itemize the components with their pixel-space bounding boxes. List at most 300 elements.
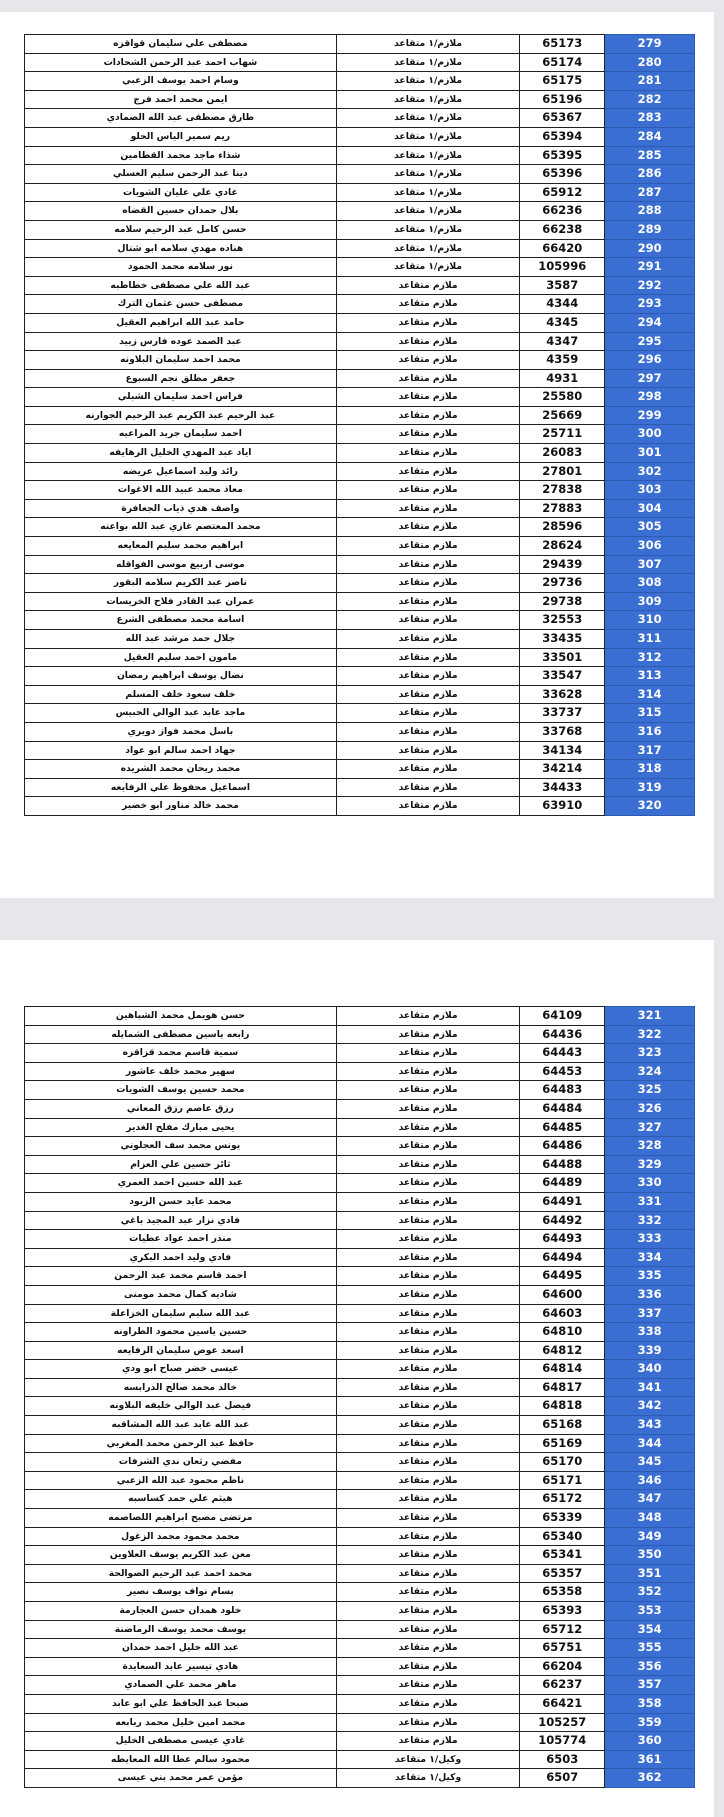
sequence-number-cell: 286 (605, 165, 695, 184)
rank-cell: ملازم متقاعد (336, 1416, 520, 1435)
sequence-number-cell: 292 (605, 276, 695, 295)
military-number-cell: 65196 (520, 90, 605, 109)
military-number-cell: 4345 (520, 313, 605, 332)
table-row (25, 1007, 695, 1026)
table-row (25, 1676, 695, 1695)
rank-cell: ملازم متقاعد (336, 1490, 520, 1509)
person-name-cell: محمد حسين يوسف الشويات (25, 1081, 337, 1100)
sequence-number-cell: 330 (605, 1174, 695, 1193)
table-row (25, 630, 695, 649)
military-number-cell: 64818 (520, 1397, 605, 1416)
rank-cell: ملازم متقاعد (336, 574, 520, 593)
rank-cell: ملازم متقاعد (336, 406, 520, 425)
table-row (25, 1732, 695, 1751)
sequence-number-cell: 329 (605, 1155, 695, 1174)
military-number-cell: 105774 (520, 1732, 605, 1751)
military-number-cell: 25580 (520, 388, 605, 407)
military-number-cell: 66421 (520, 1694, 605, 1713)
table-row (25, 592, 695, 611)
sequence-number-cell: 305 (605, 518, 695, 537)
rank-cell: ملازم متقاعد (336, 1304, 520, 1323)
rank-cell: ملازم متقاعد (336, 462, 520, 481)
sequence-number-cell: 301 (605, 444, 695, 463)
sequence-number-cell: 331 (605, 1192, 695, 1211)
rank-cell: ملازم متقاعد (336, 1341, 520, 1360)
person-name-cell: خلود همدان حسن العجارمة (25, 1602, 337, 1621)
sequence-number-cell: 302 (605, 462, 695, 481)
rank-cell: ملازم متقاعد (336, 1564, 520, 1583)
sequence-number-cell: 360 (605, 1732, 695, 1751)
military-number-cell: 65175 (520, 72, 605, 91)
person-name-cell: شهاب احمد عبد الرحمن الشحادات (25, 53, 337, 72)
rank-cell: ملازم متقاعد (336, 388, 520, 407)
person-name-cell: محمد محمود محمد الزغول (25, 1527, 337, 1546)
table-row (25, 1155, 695, 1174)
person-name-cell: خلف سعود خلف المسلم (25, 685, 337, 704)
person-name-cell: مصطفى علي سليمان قواقزه (25, 35, 337, 54)
military-number-cell: 29439 (520, 555, 605, 574)
military-number-cell: 29736 (520, 574, 605, 593)
roster-table-1 (24, 34, 695, 816)
military-number-cell: 4931 (520, 369, 605, 388)
sequence-number-cell: 349 (605, 1527, 695, 1546)
military-number-cell: 65170 (520, 1453, 605, 1472)
military-number-cell: 65174 (520, 53, 605, 72)
rank-cell: ملازم متقاعد (336, 1713, 520, 1732)
person-name-cell: فادي وليد احمد البكري (25, 1248, 337, 1267)
sequence-number-cell: 347 (605, 1490, 695, 1509)
rank-cell: ملازم متقاعد (336, 276, 520, 295)
table-row (25, 518, 695, 537)
sequence-number-cell: 295 (605, 332, 695, 351)
table-row (25, 1471, 695, 1490)
table-row (25, 1323, 695, 1342)
sequence-number-cell: 303 (605, 481, 695, 500)
military-number-cell: 66420 (520, 239, 605, 258)
rank-cell: ملازم متقاعد (336, 1676, 520, 1695)
table-row (25, 741, 695, 760)
person-name-cell: حسين ياسين محمود الطراونه (25, 1323, 337, 1342)
military-number-cell: 33501 (520, 648, 605, 667)
military-number-cell: 34433 (520, 778, 605, 797)
person-name-cell: محمد ريحان محمد الشريده (25, 760, 337, 779)
sequence-number-cell: 354 (605, 1620, 695, 1639)
rank-cell: ملازم متقاعد (336, 1397, 520, 1416)
rank-cell: ملازم متقاعد (336, 797, 520, 816)
table-row (25, 1620, 695, 1639)
sequence-number-cell: 326 (605, 1099, 695, 1118)
table-row (25, 760, 695, 779)
person-name-cell: محمد المعتصم غازي عبد الله بواعنه (25, 518, 337, 537)
person-name-cell: مؤمن عمر محمد بني عيسى (25, 1769, 337, 1788)
sequence-number-cell: 287 (605, 183, 695, 202)
rank-cell: ملازم متقاعد (336, 1155, 520, 1174)
sequence-number-cell: 313 (605, 667, 695, 686)
table-row (25, 1453, 695, 1472)
rank-cell: ملازم متقاعد (336, 1267, 520, 1286)
table-row (25, 220, 695, 239)
sequence-number-cell: 321 (605, 1007, 695, 1026)
person-name-cell: محمد احمد سليمان البلاونه (25, 351, 337, 370)
military-number-cell: 33737 (520, 704, 605, 723)
roster-body-2 (25, 1007, 695, 1788)
table-row (25, 1657, 695, 1676)
rank-cell: ملازم/١ متقاعد (336, 220, 520, 239)
person-name-cell: حافظ عبد الرحمن محمد المغربي (25, 1434, 337, 1453)
person-name-cell: ثائر حسين علي العزام (25, 1155, 337, 1174)
sequence-number-cell: 338 (605, 1323, 695, 1342)
person-name-cell: فادي نزار عبد المجيد باغي (25, 1211, 337, 1230)
military-number-cell: 27838 (520, 481, 605, 500)
military-number-cell: 66237 (520, 1676, 605, 1695)
sequence-number-cell: 346 (605, 1471, 695, 1490)
military-number-cell: 64810 (520, 1323, 605, 1342)
rank-cell: ملازم متقاعد (336, 1527, 520, 1546)
rank-cell: ملازم متقاعد (336, 1583, 520, 1602)
table-row (25, 1099, 695, 1118)
table-row (25, 146, 695, 165)
military-number-cell: 64489 (520, 1174, 605, 1193)
rank-cell: ملازم متقاعد (336, 444, 520, 463)
sequence-number-cell: 339 (605, 1341, 695, 1360)
sequence-number-cell: 304 (605, 499, 695, 518)
table-row (25, 1025, 695, 1044)
sequence-number-cell: 299 (605, 406, 695, 425)
military-number-cell: 34214 (520, 760, 605, 779)
rank-cell: ملازم متقاعد (336, 592, 520, 611)
person-name-cell: صبحا عبد الحافظ علي ابو عابد (25, 1694, 337, 1713)
person-name-cell: احمد سليمان جريد المراعيه (25, 425, 337, 444)
rank-cell: ملازم متقاعد (336, 1174, 520, 1193)
table-row (25, 1416, 695, 1435)
roster-body-1 (25, 35, 695, 816)
table-row (25, 611, 695, 630)
person-name-cell: عمران عبد القادر فلاح الخريسات (25, 592, 337, 611)
military-number-cell: 33768 (520, 722, 605, 741)
military-number-cell: 4344 (520, 295, 605, 314)
table-row (25, 1750, 695, 1769)
military-number-cell: 25669 (520, 406, 605, 425)
sequence-number-cell: 293 (605, 295, 695, 314)
military-number-cell: 66236 (520, 202, 605, 221)
military-number-cell: 65912 (520, 183, 605, 202)
military-number-cell: 33628 (520, 685, 605, 704)
sequence-number-cell: 310 (605, 611, 695, 630)
person-name-cell: محمد عايد حسن الزيود (25, 1192, 337, 1211)
table-row (25, 35, 695, 54)
military-number-cell: 64485 (520, 1118, 605, 1137)
person-name-cell: اسامة محمد مصطفى الشرع (25, 611, 337, 630)
rank-cell: ملازم متقاعد (336, 1137, 520, 1156)
person-name-cell: فراس احمد سليمان الشبلي (25, 388, 337, 407)
table-row (25, 425, 695, 444)
table-row (25, 1527, 695, 1546)
person-name-cell: جلال حمد مرشد عبد الله (25, 630, 337, 649)
sequence-number-cell: 307 (605, 555, 695, 574)
rank-cell: ملازم متقاعد (336, 537, 520, 556)
rank-cell: ملازم متقاعد (336, 1007, 520, 1026)
rank-cell: ملازم متقاعد (336, 1657, 520, 1676)
military-number-cell: 65357 (520, 1564, 605, 1583)
rank-cell: ملازم متقاعد (336, 667, 520, 686)
person-name-cell: عبد الرحيم عبد الكريم عبد الرحيم الجوارنه (25, 406, 337, 425)
military-number-cell: 65340 (520, 1527, 605, 1546)
military-number-cell: 64483 (520, 1081, 605, 1100)
table-row (25, 1192, 695, 1211)
rank-cell: ملازم متقاعد (336, 741, 520, 760)
military-number-cell: 65171 (520, 1471, 605, 1490)
sequence-number-cell: 322 (605, 1025, 695, 1044)
table-row (25, 1360, 695, 1379)
sequence-number-cell: 316 (605, 722, 695, 741)
sequence-number-cell: 298 (605, 388, 695, 407)
table-row (25, 1397, 695, 1416)
rank-cell: ملازم متقاعد (336, 369, 520, 388)
person-name-cell: غادي عيسى مصطفى الخليل (25, 1732, 337, 1751)
sequence-number-cell: 362 (605, 1769, 695, 1788)
sequence-number-cell: 291 (605, 258, 695, 277)
rank-cell: ملازم متقاعد (336, 1211, 520, 1230)
sequence-number-cell: 282 (605, 90, 695, 109)
rank-cell: ملازم متقاعد (336, 1081, 520, 1100)
rank-cell: ملازم متقاعد (336, 760, 520, 779)
table-row (25, 1230, 695, 1249)
person-name-cell: خالد محمد صالح الدرابسه (25, 1378, 337, 1397)
table-row (25, 351, 695, 370)
sequence-number-cell: 288 (605, 202, 695, 221)
rank-cell: ملازم متقاعد (336, 332, 520, 351)
person-name-cell: محمد امين خليل محمد ربابعه (25, 1713, 337, 1732)
military-number-cell: 65341 (520, 1546, 605, 1565)
military-number-cell: 64814 (520, 1360, 605, 1379)
table-row (25, 127, 695, 146)
person-name-cell: شذاء ماجد محمد القطامين (25, 146, 337, 165)
person-name-cell: ماهر محمد علي الصمادي (25, 1676, 337, 1695)
table-row (25, 388, 695, 407)
table-row (25, 1490, 695, 1509)
rank-cell: ملازم متقاعد (336, 351, 520, 370)
rank-cell: ملازم متقاعد (336, 611, 520, 630)
military-number-cell: 64443 (520, 1044, 605, 1063)
rank-cell: ملازم متقاعد (336, 722, 520, 741)
person-name-cell: حامد عبد الله ابراهيم العقيل (25, 313, 337, 332)
sequence-number-cell: 353 (605, 1602, 695, 1621)
military-number-cell: 65396 (520, 165, 605, 184)
table-row (25, 1713, 695, 1732)
table-row (25, 406, 695, 425)
person-name-cell: رائد وليد اسماعيل عريضه (25, 462, 337, 481)
rank-cell: ملازم متقاعد (336, 1099, 520, 1118)
sequence-number-cell: 280 (605, 53, 695, 72)
table-row (25, 685, 695, 704)
military-number-cell: 65712 (520, 1620, 605, 1639)
sequence-number-cell: 300 (605, 425, 695, 444)
rank-cell: ملازم متقاعد (336, 1025, 520, 1044)
person-name-cell: وسام احمد يوسف الزعبي (25, 72, 337, 91)
rank-cell: ملازم متقاعد (336, 1471, 520, 1490)
sequence-number-cell: 348 (605, 1509, 695, 1528)
military-number-cell: 27883 (520, 499, 605, 518)
person-name-cell: عبد الله حسين احمد العمري (25, 1174, 337, 1193)
rank-cell: ملازم متقاعد (336, 499, 520, 518)
sequence-number-cell: 344 (605, 1434, 695, 1453)
rank-cell: ملازم متقاعد (336, 1118, 520, 1137)
table-row (25, 797, 695, 816)
table-row (25, 332, 695, 351)
person-name-cell: طارق مصطفى عبد الله الصمادي (25, 109, 337, 128)
military-number-cell: 105257 (520, 1713, 605, 1732)
sequence-number-cell: 356 (605, 1657, 695, 1676)
rank-cell: ملازم متقاعد (336, 518, 520, 537)
person-name-cell: ناصر عبد الكريم سلامه البقور (25, 574, 337, 593)
rank-cell: وكيل/١ متقاعد (336, 1769, 520, 1788)
rank-cell: ملازم متقاعد (336, 425, 520, 444)
table-row (25, 165, 695, 184)
military-number-cell: 33435 (520, 630, 605, 649)
person-name-cell: مامون احمد سليم العقيل (25, 648, 337, 667)
person-name-cell: عبد الله عابد عبد الله المشاقبه (25, 1416, 337, 1435)
sequence-number-cell: 315 (605, 704, 695, 723)
sequence-number-cell: 343 (605, 1416, 695, 1435)
rank-cell: ملازم متقاعد (336, 648, 520, 667)
table-row (25, 72, 695, 91)
sequence-number-cell: 325 (605, 1081, 695, 1100)
table-row (25, 276, 695, 295)
military-number-cell: 64495 (520, 1267, 605, 1286)
sequence-number-cell: 341 (605, 1378, 695, 1397)
military-number-cell: 64484 (520, 1099, 605, 1118)
person-name-cell: اسماعيل محفوظ علي الرفايعه (25, 778, 337, 797)
military-number-cell: 65173 (520, 35, 605, 54)
rank-cell: ملازم متقاعد (336, 1062, 520, 1081)
rank-cell: ملازم متقاعد (336, 1639, 520, 1658)
sequence-number-cell: 328 (605, 1137, 695, 1156)
table-row (25, 704, 695, 723)
sequence-number-cell: 352 (605, 1583, 695, 1602)
person-name-cell: يحيى مبارك مفلح الغدير (25, 1118, 337, 1137)
military-number-cell: 65394 (520, 127, 605, 146)
person-name-cell: مصطفى حسن عثمان الترك (25, 295, 337, 314)
person-name-cell: مرتضى مصبح ابراهيم اللصاصمه (25, 1509, 337, 1528)
sequence-number-cell: 361 (605, 1750, 695, 1769)
military-number-cell: 6507 (520, 1769, 605, 1788)
military-number-cell: 64603 (520, 1304, 605, 1323)
table-row (25, 1602, 695, 1621)
sequence-number-cell: 281 (605, 72, 695, 91)
military-number-cell: 64486 (520, 1137, 605, 1156)
sequence-number-cell: 318 (605, 760, 695, 779)
military-number-cell: 64492 (520, 1211, 605, 1230)
sequence-number-cell: 308 (605, 574, 695, 593)
sequence-number-cell: 359 (605, 1713, 695, 1732)
person-name-cell: واصف هدي ذياب الجعافرة (25, 499, 337, 518)
sequence-number-cell: 312 (605, 648, 695, 667)
rank-cell: ملازم متقاعد (336, 1360, 520, 1379)
table-row (25, 555, 695, 574)
person-name-cell: عيسى خضر صباح ابو ودي (25, 1360, 337, 1379)
sequence-number-cell: 333 (605, 1230, 695, 1249)
rank-cell: ملازم متقاعد (336, 630, 520, 649)
sequence-number-cell: 324 (605, 1062, 695, 1081)
military-number-cell: 65393 (520, 1602, 605, 1621)
military-number-cell: 28624 (520, 537, 605, 556)
table-row (25, 1434, 695, 1453)
rank-cell: ملازم/١ متقاعد (336, 239, 520, 258)
person-name-cell: غادي علي عليان الشويات (25, 183, 337, 202)
person-name-cell: ماجد عابد عبد الوالي الحبيس (25, 704, 337, 723)
sequence-number-cell: 334 (605, 1248, 695, 1267)
table-row (25, 1081, 695, 1100)
military-number-cell: 65168 (520, 1416, 605, 1435)
rank-cell: ملازم متقاعد (336, 1044, 520, 1063)
sequence-number-cell: 296 (605, 351, 695, 370)
table-row (25, 778, 695, 797)
person-name-cell: عبد الله سليم سليمان الخزاعلة (25, 1304, 337, 1323)
rank-cell: ملازم متقاعد (336, 1248, 520, 1267)
person-name-cell: معن عبد الكريم يوسف العلاوين (25, 1546, 337, 1565)
sequence-number-cell: 336 (605, 1285, 695, 1304)
sequence-number-cell: 345 (605, 1453, 695, 1472)
person-name-cell: رابعه ياسين مصطفى الشمايله (25, 1025, 337, 1044)
person-name-cell: منذر احمد عواد عطيات (25, 1230, 337, 1249)
sequence-number-cell: 306 (605, 537, 695, 556)
table-row (25, 258, 695, 277)
rank-cell: ملازم/١ متقاعد (336, 90, 520, 109)
rank-cell: ملازم متقاعد (336, 295, 520, 314)
sequence-number-cell: 332 (605, 1211, 695, 1230)
person-name-cell: موسى اربيع موسى الفواقله (25, 555, 337, 574)
rank-cell: ملازم متقاعد (336, 1230, 520, 1249)
table-row (25, 1564, 695, 1583)
rank-cell: ملازم متقاعد (336, 1602, 520, 1621)
rank-cell: ملازم متقاعد (336, 1323, 520, 1342)
military-number-cell: 64493 (520, 1230, 605, 1249)
military-number-cell: 65358 (520, 1583, 605, 1602)
table-row (25, 183, 695, 202)
table-row (25, 1062, 695, 1081)
military-number-cell: 34134 (520, 741, 605, 760)
table-row (25, 1267, 695, 1286)
table-row (25, 369, 695, 388)
person-name-cell: يوسف محمد يوسف الرماضنة (25, 1620, 337, 1639)
table-row (25, 1769, 695, 1788)
military-number-cell: 28596 (520, 518, 605, 537)
military-number-cell: 33547 (520, 667, 605, 686)
rank-cell: وكيل/١ متقاعد (336, 1750, 520, 1769)
table-row (25, 1694, 695, 1713)
military-number-cell: 65395 (520, 146, 605, 165)
person-name-cell: باسل محمد فواز دويري (25, 722, 337, 741)
military-number-cell: 65169 (520, 1434, 605, 1453)
military-number-cell: 66204 (520, 1657, 605, 1676)
military-number-cell: 64491 (520, 1192, 605, 1211)
military-number-cell: 64812 (520, 1341, 605, 1360)
sequence-number-cell: 311 (605, 630, 695, 649)
sequence-number-cell: 314 (605, 685, 695, 704)
rank-cell: ملازم متقاعد (336, 778, 520, 797)
sequence-number-cell: 351 (605, 1564, 695, 1583)
person-name-cell: هيثم علي حمد كساسبه (25, 1490, 337, 1509)
rank-cell: ملازم متقاعد (336, 1192, 520, 1211)
military-number-cell: 25711 (520, 425, 605, 444)
document-page-2 (0, 940, 714, 1817)
person-name-cell: اسعد عوض سليمان الرفايعه (25, 1341, 337, 1360)
rank-cell: ملازم/١ متقاعد (336, 127, 520, 146)
military-number-cell: 64494 (520, 1248, 605, 1267)
person-name-cell: سمية قاسم محمد قزاقزه (25, 1044, 337, 1063)
table-row (25, 313, 695, 332)
table-row (25, 109, 695, 128)
